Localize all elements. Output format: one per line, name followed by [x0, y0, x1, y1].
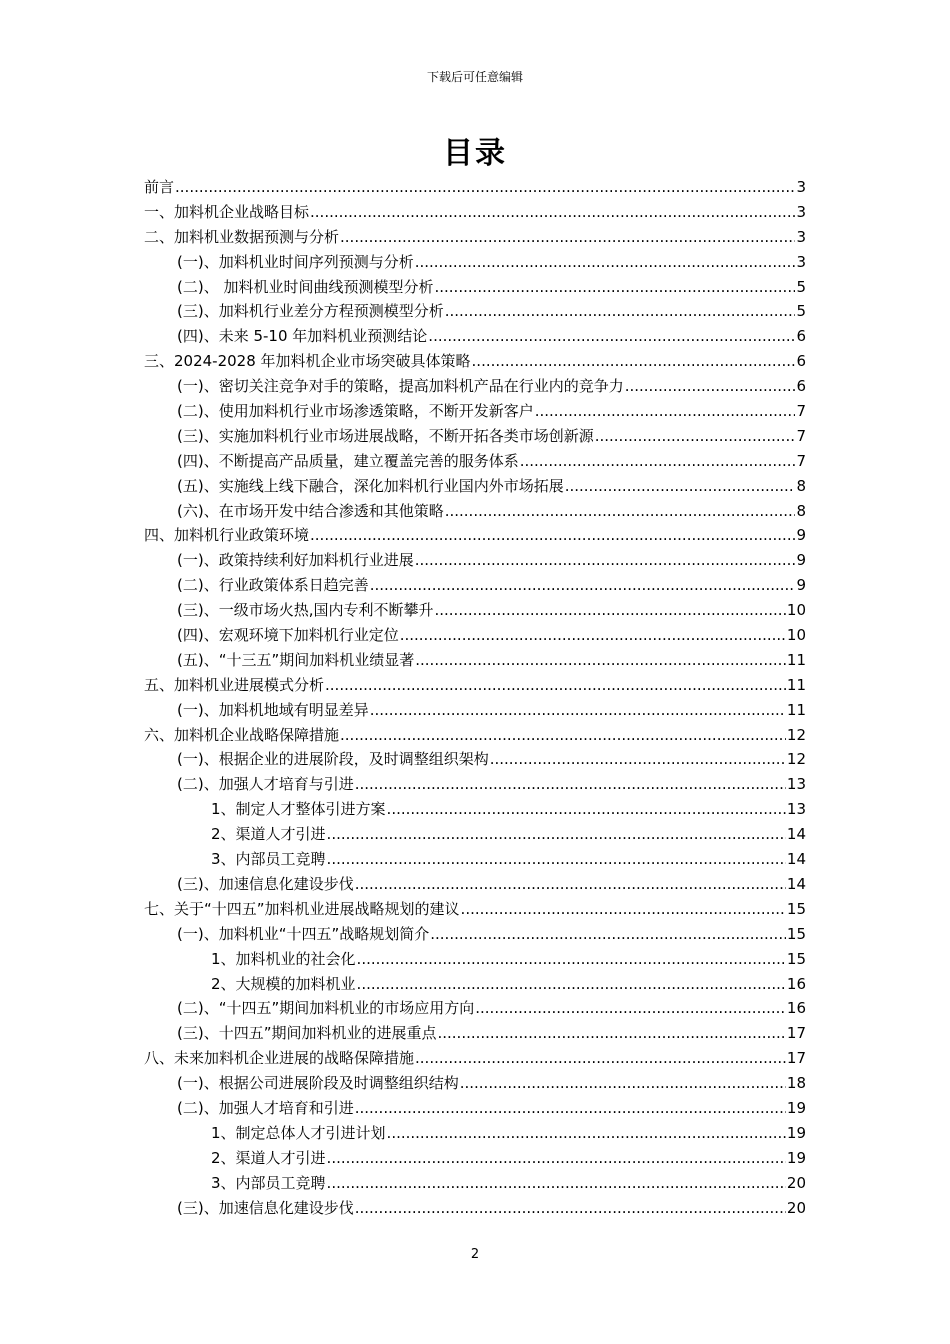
- toc-entry-text: (一)、根据公司进展阶段及时调整组织结构: [177, 1074, 459, 1093]
- toc-entry-page: 12: [786, 725, 806, 744]
- toc-entry-page: 5: [796, 277, 806, 296]
- toc-dot-leader: [415, 648, 786, 673]
- toc-dot-leader: [461, 897, 786, 922]
- toc-entry-page: 14: [786, 825, 806, 844]
- toc-entry-page: 13: [786, 775, 806, 794]
- toc-entry-text: 1、制定人才整体引进方案: [211, 800, 386, 819]
- toc-entry-text: (一)、密切关注竞争对手的策略，提高加料机产品在行业内的竞争力: [177, 377, 624, 396]
- toc-entry-page: 10: [786, 601, 806, 620]
- toc-dot-leader: [370, 573, 796, 598]
- toc-entry[interactable]: [144, 1121, 806, 1146]
- toc-entry-page: 18: [786, 1074, 806, 1093]
- toc-entry[interactable]: [144, 1096, 806, 1121]
- toc-entry[interactable]: [144, 772, 806, 797]
- toc-entry-page: 11: [786, 650, 806, 669]
- toc-entry[interactable]: [144, 175, 806, 200]
- toc-entry-text: (一)、加料机地域有明显差异: [177, 700, 369, 719]
- toc-dot-leader: [475, 996, 786, 1021]
- toc-entry[interactable]: [144, 673, 806, 698]
- toc-entry[interactable]: [144, 723, 806, 748]
- toc-entry-text: 2、渠道人才引进: [211, 825, 326, 844]
- toc-dot-leader: [400, 623, 786, 648]
- toc-entry-page: 15: [786, 899, 806, 918]
- toc-entry[interactable]: [144, 225, 806, 250]
- toc-dot-leader: [445, 499, 796, 524]
- toc-entry-text: 前言: [144, 178, 175, 196]
- toc-entry[interactable]: [144, 922, 806, 947]
- toc-entry[interactable]: [144, 349, 806, 374]
- toc-entry-page: 5: [796, 302, 806, 321]
- toc-entry-page: 19: [786, 1148, 806, 1167]
- toc-entry-text: 五、加料机业进展模式分析: [144, 675, 325, 694]
- toc-entry-text: 七、关于“十四五”加料机业进展战略规划的建议: [144, 899, 460, 918]
- toc-entry[interactable]: [144, 424, 806, 449]
- toc-entry-page: 7: [796, 451, 806, 470]
- toc-dot-leader: [430, 922, 786, 947]
- toc-entry-text: (二)、加强人才培育和引进: [177, 1098, 354, 1117]
- toc-dot-leader: [595, 424, 796, 449]
- toc-entry-page: 6: [796, 377, 806, 396]
- toc-entry-page: 6: [796, 352, 806, 371]
- toc-entry-text: (一)、根据企业的进展阶段，及时调整组织架构: [177, 750, 489, 769]
- toc-dot-leader: [340, 225, 795, 250]
- toc-entry[interactable]: [144, 250, 806, 275]
- toc-entry[interactable]: [144, 1046, 806, 1071]
- toc-entry-page: 10: [786, 626, 806, 645]
- toc-dot-leader: [437, 1021, 785, 1046]
- toc-entry[interactable]: [144, 897, 806, 922]
- toc-entry[interactable]: [144, 523, 806, 548]
- toc-dot-leader: [357, 972, 786, 997]
- toc-entry-text: 1、制定总体人才引进计划: [211, 1123, 386, 1142]
- toc-dot-leader: [355, 1096, 786, 1121]
- toc-entry-text: (六)、在市场开发中结合渗透和其他策略: [177, 501, 444, 520]
- toc-entry-text: (四)、不断提高产品质量，建立覆盖完善的服务体系: [177, 451, 519, 470]
- toc-entry-text: 3、内部员工竞聘: [211, 1173, 326, 1192]
- toc-entry[interactable]: [144, 499, 806, 524]
- toc-dot-leader: [325, 673, 786, 698]
- page-title: 目录: [443, 136, 507, 171]
- toc-dot-leader: [428, 324, 795, 349]
- toc-entry[interactable]: [144, 747, 806, 772]
- toc-dot-leader: [357, 947, 786, 972]
- toc-entry-page: 15: [786, 949, 806, 968]
- toc-dot-leader: [327, 1171, 786, 1196]
- toc-dot-leader: [445, 299, 796, 324]
- toc-entry[interactable]: [144, 275, 806, 300]
- toc-entry-page: 8: [796, 501, 806, 520]
- toc-entry-page: 17: [786, 1024, 806, 1043]
- toc-dot-leader: [415, 1046, 786, 1071]
- toc-dot-leader: [415, 250, 796, 275]
- toc-entry-page: 19: [786, 1123, 806, 1142]
- toc-entry-text: 二、加料机业数据预测与分析: [144, 227, 340, 246]
- toc-entry[interactable]: [144, 623, 806, 648]
- toc-dot-leader: [415, 548, 796, 573]
- toc-entry-text: 四、加料机行业政策环境: [144, 526, 310, 545]
- toc-entry-text: (一)、政策持续利好加料机行业进展: [177, 551, 414, 570]
- toc-entry-page: 9: [796, 526, 806, 545]
- toc-entry[interactable]: [144, 1146, 806, 1171]
- toc-entry-page: 3: [796, 252, 806, 271]
- toc-entry-text: 三、2024-2028 年加料机企业市场突破具体策略: [144, 352, 471, 371]
- toc-entry[interactable]: [144, 399, 806, 424]
- toc-entry-text: (二)、“十四五”期间加料机业的市场应用方向: [177, 999, 475, 1018]
- toc-entry-page: 20: [786, 1173, 806, 1192]
- toc-entry-page: 16: [786, 999, 806, 1018]
- toc-entry[interactable]: [144, 996, 806, 1021]
- toc-entry-text: (三)、一级市场火热,国内专利不断攀升: [177, 601, 434, 620]
- toc-entry-page: 11: [786, 675, 806, 694]
- toc-dot-leader: [434, 598, 785, 623]
- toc-entry[interactable]: [144, 847, 806, 872]
- toc-entry[interactable]: [144, 548, 806, 573]
- toc-entry-page: 3: [796, 178, 806, 196]
- table-of-contents: [144, 175, 806, 1220]
- toc-entry-text: 1、加料机业的社会化: [211, 949, 356, 968]
- toc-entry[interactable]: [144, 598, 806, 623]
- toc-entry-text: (二)、使用加料机行业市场渗透策略，不断开发新客户: [177, 402, 534, 421]
- toc-dot-leader: [370, 698, 786, 723]
- toc-entry-text: (二)、 加料机业时间曲线预测模型分析: [177, 277, 434, 296]
- toc-dot-leader: [434, 275, 795, 300]
- toc-entry-page: 9: [796, 551, 806, 570]
- toc-dot-leader: [625, 374, 796, 399]
- toc-entry[interactable]: [144, 698, 806, 723]
- toc-entry-page: 7: [796, 402, 806, 421]
- toc-dot-leader: [387, 797, 786, 822]
- toc-dot-leader: [310, 200, 795, 225]
- toc-dot-leader: [175, 175, 795, 200]
- toc-dot-leader: [355, 872, 786, 897]
- toc-entry-page: 14: [786, 850, 806, 869]
- toc-entry[interactable]: [144, 947, 806, 972]
- toc-entry-page: 11: [786, 700, 806, 719]
- toc-entry-text: (五)、“十三五”期间加料机业绩显著: [177, 650, 415, 669]
- toc-entry-text: 六、加料机企业战略保障措施: [144, 725, 340, 744]
- toc-entry-text: (三)、加速信息化建设步伐: [177, 874, 354, 893]
- toc-dot-leader: [520, 449, 796, 474]
- toc-dot-leader: [355, 772, 786, 797]
- toc-entry[interactable]: [144, 1171, 806, 1196]
- toc-dot-leader: [535, 399, 796, 424]
- toc-entry-text: 一、加料机企业战略目标: [144, 202, 310, 221]
- toc-entry-page: 14: [786, 874, 806, 893]
- toc-entry-page: 16: [786, 974, 806, 993]
- toc-entry[interactable]: [144, 1196, 806, 1221]
- toc-entry[interactable]: [144, 200, 806, 225]
- toc-entry-page: 3: [796, 202, 806, 221]
- toc-entry[interactable]: [144, 1071, 806, 1096]
- toc-entry-page: 20: [786, 1198, 806, 1217]
- toc-entry-page: 8: [796, 476, 806, 495]
- toc-dot-leader: [490, 747, 786, 772]
- toc-entry-text: (二)、加强人才培育与引进: [177, 775, 354, 794]
- toc-entry-page: 15: [786, 924, 806, 943]
- toc-dot-leader: [565, 474, 796, 499]
- toc-entry[interactable]: [144, 872, 806, 897]
- toc-dot-leader: [472, 349, 796, 374]
- toc-entry[interactable]: [144, 324, 806, 349]
- toc-entry-page: 6: [796, 327, 806, 346]
- toc-dot-leader: [340, 723, 786, 748]
- toc-entry-text: (一)、加料机业“十四五”战略规划简介: [177, 924, 430, 943]
- toc-entry[interactable]: [144, 972, 806, 997]
- header-note: 下载后可任意编辑: [426, 70, 523, 84]
- toc-entry[interactable]: [144, 474, 806, 499]
- toc-entry[interactable]: [144, 449, 806, 474]
- toc-dot-leader: [310, 523, 795, 548]
- toc-entry[interactable]: [144, 797, 806, 822]
- toc-entry-text: (三)、实施加料机行业市场进展战略，不断开拓各类市场创新源: [177, 426, 594, 445]
- toc-entry-text: (五)、实施线上线下融合，深化加料机行业国内外市场拓展: [177, 476, 564, 495]
- toc-entry-text: (三)、十四五”期间加料机业的进展重点: [177, 1024, 437, 1043]
- toc-dot-leader: [327, 847, 786, 872]
- toc-dot-leader: [355, 1196, 786, 1221]
- toc-entry[interactable]: [144, 1021, 806, 1046]
- toc-entry-page: 7: [796, 426, 806, 445]
- toc-entry[interactable]: [144, 822, 806, 847]
- toc-entry-page: 9: [796, 576, 806, 595]
- toc-entry-text: (四)、未来 5-10 年加料机业预测结论: [177, 327, 428, 346]
- toc-entry-page: 13: [786, 800, 806, 819]
- toc-entry-text: (三)、加速信息化建设步伐: [177, 1198, 354, 1217]
- toc-entry-text: 2、大规模的加料机业: [211, 974, 356, 993]
- toc-entry-text: (三)、加料机行业差分方程预测模型分析: [177, 302, 444, 321]
- toc-dot-leader: [327, 822, 786, 847]
- toc-dot-leader: [387, 1121, 786, 1146]
- toc-entry-text: (一)、加料机业时间序列预测与分析: [177, 252, 414, 271]
- toc-entry-page: 17: [786, 1049, 806, 1068]
- toc-entry-text: 八、未来加料机企业进展的战略保障措施: [144, 1049, 415, 1068]
- toc-entry-text: 2、渠道人才引进: [211, 1148, 326, 1167]
- toc-entry-page: 19: [786, 1098, 806, 1117]
- toc-entry-text: 3、内部员工竞聘: [211, 850, 326, 869]
- toc-entry[interactable]: [144, 374, 806, 399]
- toc-entry-page: 12: [786, 750, 806, 769]
- toc-entry-text: (二)、行业政策体系日趋完善: [177, 576, 369, 595]
- page-number: 2: [470, 1247, 480, 1262]
- toc-dot-leader: [327, 1146, 786, 1171]
- toc-dot-leader: [460, 1071, 786, 1096]
- toc-entry[interactable]: [144, 573, 806, 598]
- toc-entry[interactable]: [144, 648, 806, 673]
- toc-entry-text: (四)、宏观环境下加料机行业定位: [177, 626, 399, 645]
- toc-entry[interactable]: [144, 299, 806, 324]
- toc-entry-page: 3: [796, 227, 806, 246]
